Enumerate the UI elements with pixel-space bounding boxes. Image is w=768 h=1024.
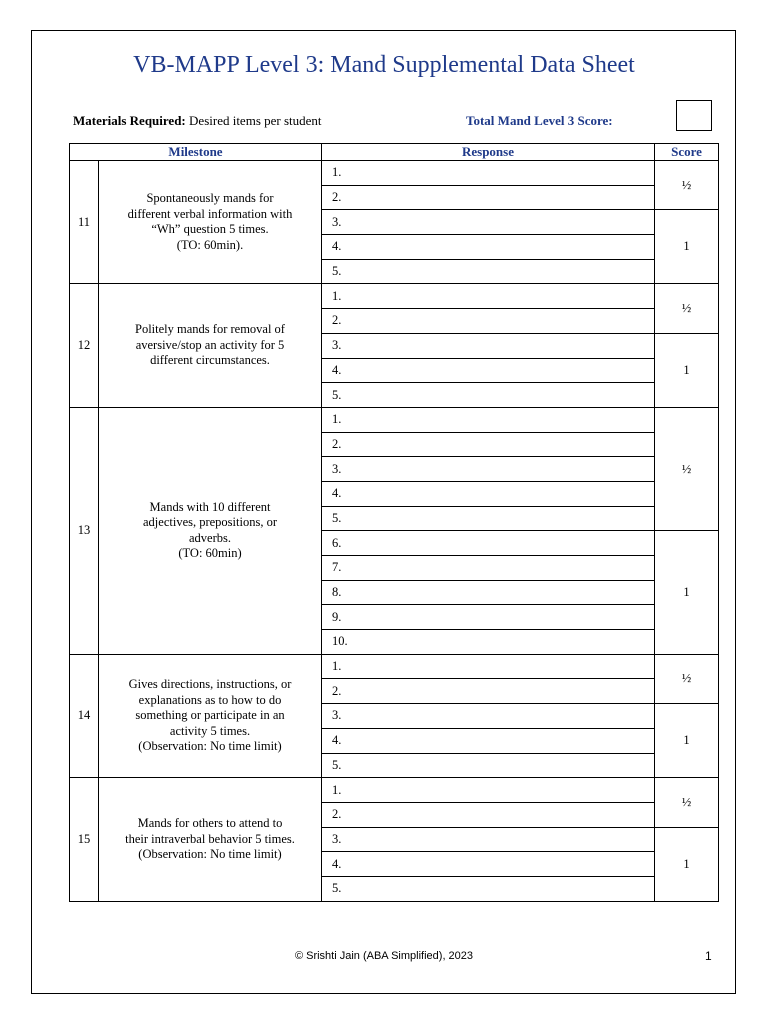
response-cell[interactable]: 1. — [322, 284, 655, 309]
milestone-description-line: (Observation: No time limit) — [138, 847, 282, 862]
score-cell: ½ — [655, 284, 719, 333]
score-cell: ½ — [655, 654, 719, 703]
milestone-description-line: explanations as to how to do — [138, 692, 282, 707]
response-cell[interactable]: 5. — [322, 876, 655, 901]
materials-label: Materials Required: — [73, 113, 186, 128]
response-cell[interactable]: 5. — [322, 259, 655, 284]
response-cell[interactable]: 10. — [322, 630, 655, 655]
response-cell[interactable]: 6. — [322, 531, 655, 556]
milestone-description-line: Spontaneously mands for — [146, 191, 274, 206]
response-cell[interactable]: 9. — [322, 605, 655, 630]
milestone-number: 11 — [70, 161, 99, 284]
table-row — [70, 161, 719, 186]
milestone-description-line: something or participate in an — [135, 708, 285, 723]
score-cell: 1 — [655, 333, 719, 407]
score-cell: ½ — [655, 778, 719, 827]
score-cell: ½ — [655, 407, 719, 530]
score-cell: ½ — [655, 161, 719, 210]
milestone-description-line: different verbal information with — [127, 206, 293, 221]
response-cell[interactable]: 2. — [322, 432, 655, 457]
milestone-description — [99, 284, 322, 407]
milestone-description-line: “Wh” question 5 times. — [151, 222, 269, 237]
milestone-description-line: their intraverbal behavior 5 times. — [125, 831, 295, 846]
milestone-number: 15 — [70, 778, 99, 901]
materials-required — [73, 113, 322, 129]
response-cell[interactable]: 1. — [322, 407, 655, 432]
milestone-description-line: (TO: 60min). — [176, 237, 244, 252]
response-cell[interactable]: 1. — [322, 654, 655, 679]
response-cell[interactable]: 4. — [322, 235, 655, 260]
page-number: 1 — [705, 949, 712, 963]
milestone-header: Milestone — [70, 144, 322, 161]
milestone-number: 12 — [70, 284, 99, 407]
score-cell: 1 — [655, 531, 719, 654]
milestone-description-line: adverbs. — [189, 530, 231, 545]
table-row — [70, 407, 719, 432]
milestone-description-line: aversive/stop an activity for 5 — [135, 337, 285, 352]
response-cell[interactable]: 5. — [322, 383, 655, 408]
response-cell[interactable]: 1. — [322, 778, 655, 803]
milestone-description-line: different circumstances. — [150, 353, 270, 368]
response-header: Response — [322, 144, 655, 161]
total-score-label: Total Mand Level 3 Score: — [466, 113, 613, 128]
response-cell[interactable]: 4. — [322, 852, 655, 877]
milestone-description-line: (Observation: No time limit) — [138, 739, 282, 754]
milestone-description-line: Politely mands for removal of — [135, 322, 285, 337]
response-cell[interactable]: 4. — [322, 358, 655, 383]
page-title: VB-MAPP Level 3: Mand Supplemental Data Sheet — [133, 52, 635, 78]
milestone-description-line: Mands for others to attend to — [137, 816, 283, 831]
milestone-description — [99, 161, 322, 284]
header-row — [70, 144, 719, 161]
response-cell[interactable]: 4. — [322, 481, 655, 506]
response-cell[interactable]: 3. — [322, 210, 655, 235]
milestone-description — [99, 778, 322, 901]
response-cell[interactable]: 4. — [322, 728, 655, 753]
score-cell: 1 — [655, 704, 719, 778]
milestone-description-line: (TO: 60min) — [178, 546, 242, 561]
response-cell[interactable]: 3. — [322, 333, 655, 358]
score-cell: 1 — [655, 210, 719, 284]
response-cell[interactable]: 7. — [322, 556, 655, 581]
data-sheet-table — [69, 143, 719, 902]
milestone-description-line: activity 5 times. — [169, 723, 251, 738]
milestone-description — [99, 654, 322, 777]
table-row — [70, 654, 719, 679]
response-cell[interactable]: 2. — [322, 185, 655, 210]
milestone-description-line: Gives directions, instructions, or — [128, 677, 292, 692]
table-row — [70, 284, 719, 309]
response-cell[interactable]: 5. — [322, 753, 655, 778]
total-score-box[interactable] — [676, 100, 712, 131]
milestone-description-line: Mands with 10 different — [149, 499, 271, 514]
milestone-description-line: adjectives, prepositions, or — [143, 515, 277, 530]
milestone-number: 14 — [70, 654, 99, 777]
response-cell[interactable]: 2. — [322, 802, 655, 827]
score-header: Score — [655, 144, 719, 161]
response-cell[interactable]: 1. — [322, 161, 655, 186]
response-cell[interactable]: 2. — [322, 309, 655, 334]
response-cell[interactable]: 3. — [322, 827, 655, 852]
response-cell[interactable]: 3. — [322, 457, 655, 482]
response-cell[interactable]: 8. — [322, 580, 655, 605]
response-cell[interactable]: 5. — [322, 506, 655, 531]
milestone-description — [99, 407, 322, 654]
milestone-number: 13 — [70, 407, 99, 654]
copyright-footer: © Srishti Jain (ABA Simplified), 2023 — [294, 950, 474, 962]
response-cell[interactable]: 2. — [322, 679, 655, 704]
materials-value: Desired items per student — [185, 113, 322, 128]
score-cell: 1 — [655, 827, 719, 901]
response-cell[interactable]: 3. — [322, 704, 655, 729]
table-row — [70, 778, 719, 803]
